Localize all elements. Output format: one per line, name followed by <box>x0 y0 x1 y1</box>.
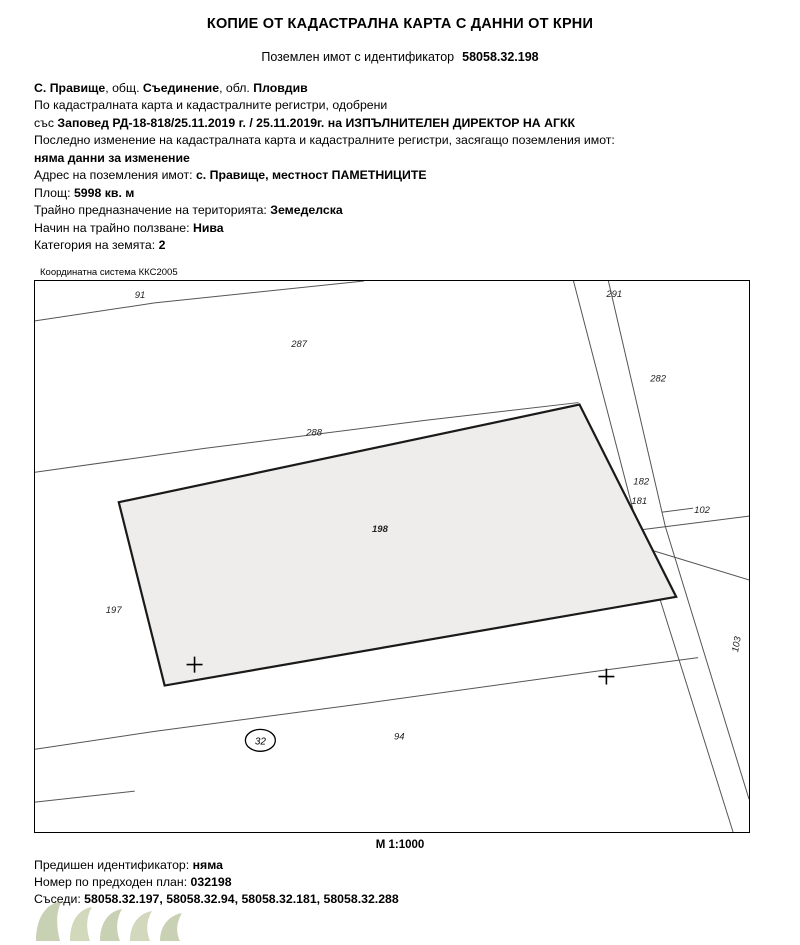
info-location <box>34 80 766 97</box>
parcel-label: 288 <box>306 426 323 438</box>
info-region: Пловдив <box>253 81 308 95</box>
info-category <box>34 237 766 254</box>
cadastral-map-wrapper <box>34 267 766 851</box>
info-use <box>34 220 766 237</box>
footer-prev-identifier <box>34 857 766 874</box>
coordinate-system-label: Координатна система ККС2005 <box>40 266 178 278</box>
map-circled-number <box>245 729 275 751</box>
parcel-label: 287 <box>291 338 308 350</box>
info-order-value: Заповед РД-18-818/25.11.2019 г. / 25.11.2019г. на ИЗПЪЛНИТЕЛЕН ДИРЕКТОР НА АГКК <box>57 115 575 130</box>
parcel-label: 291 <box>606 288 623 300</box>
page-title: КОПИЕ ОТ КАДАСТРАЛНА КАРТА С ДАННИ ОТ КРНИ <box>206 16 594 32</box>
footer-neighbours <box>34 891 766 908</box>
parcel-identifier: 58058.32.198 <box>462 50 539 64</box>
info-purpose-value: Земеделска <box>270 203 343 218</box>
footer-info-block <box>34 857 766 909</box>
footer-prev-plan-value: 032198 <box>190 874 232 889</box>
parcel-label: 182 <box>633 475 650 487</box>
parcel-label: 282 <box>650 373 667 385</box>
info-category-label: Категория на земята: <box>34 238 159 253</box>
parcel-label: 91 <box>134 289 146 301</box>
info-village: С. Правище <box>34 81 106 95</box>
parcel-label: 102 <box>694 504 710 516</box>
info-purpose-label: Трайно предназначение на територията: <box>34 203 271 218</box>
cadastral-map[interactable] <box>34 280 750 833</box>
info-order <box>34 115 766 132</box>
footer-prev-identifier-label: Предишен идентификатор: <box>34 857 193 872</box>
parcel-label: 181 <box>631 495 648 507</box>
info-address <box>34 167 766 184</box>
info-approved: По кадастралната карта и кадастралните регистри, одобрени <box>34 98 388 113</box>
info-area-value: 5998 кв. м <box>73 185 135 200</box>
info-region-prefix: , обл. <box>219 81 254 95</box>
footer-prev-plan <box>34 874 766 891</box>
document-page <box>0 16 800 939</box>
info-order-prefix: със <box>34 115 58 130</box>
svg-text:32: 32 <box>254 735 266 747</box>
parcel-label: 198 <box>372 523 388 535</box>
parcel-label: 94 <box>393 730 405 742</box>
parcel-info-block <box>34 80 766 255</box>
info-use-label: Начин на трайно ползване: <box>34 220 193 235</box>
map-svg <box>35 281 749 832</box>
info-last-change: Последно изменение на кадастралната карта и кадастралните регистри, засягащо поземления имот: <box>34 133 615 148</box>
info-category-value: 2 <box>158 238 166 253</box>
info-municipality: Съединение <box>142 81 220 95</box>
map-scale: М 1:1000 <box>375 838 425 851</box>
info-last-change-value: няма данни за изменение <box>34 150 190 165</box>
info-address-label: Адрес на поземления имот: <box>34 168 196 183</box>
parcel-subtitle <box>34 50 766 64</box>
footer-neighbours-label: Съседи: <box>34 892 85 907</box>
info-use-value: Нива <box>192 220 224 235</box>
info-location-rest: , общ. <box>105 81 143 95</box>
footer-prev-identifier-value: няма <box>192 857 223 872</box>
footer-prev-plan-label: Номер по предходен план: <box>34 874 191 889</box>
parcel-subtitle-label: Поземлен имот с идентификатор <box>261 50 455 64</box>
info-area <box>34 185 766 202</box>
parcel-label: 103 <box>730 635 744 653</box>
info-address-value: с. Правище, местност ПАМЕТНИЦИТЕ <box>195 168 427 183</box>
map-subject-parcel <box>119 404 676 685</box>
info-area-label: Площ: <box>34 185 74 200</box>
info-purpose <box>34 202 766 219</box>
footer-neighbours-value: 58058.32.197, 58058.32.94, 58058.32.181, 58058.32.288 <box>84 892 399 907</box>
parcel-label: 197 <box>105 604 122 616</box>
